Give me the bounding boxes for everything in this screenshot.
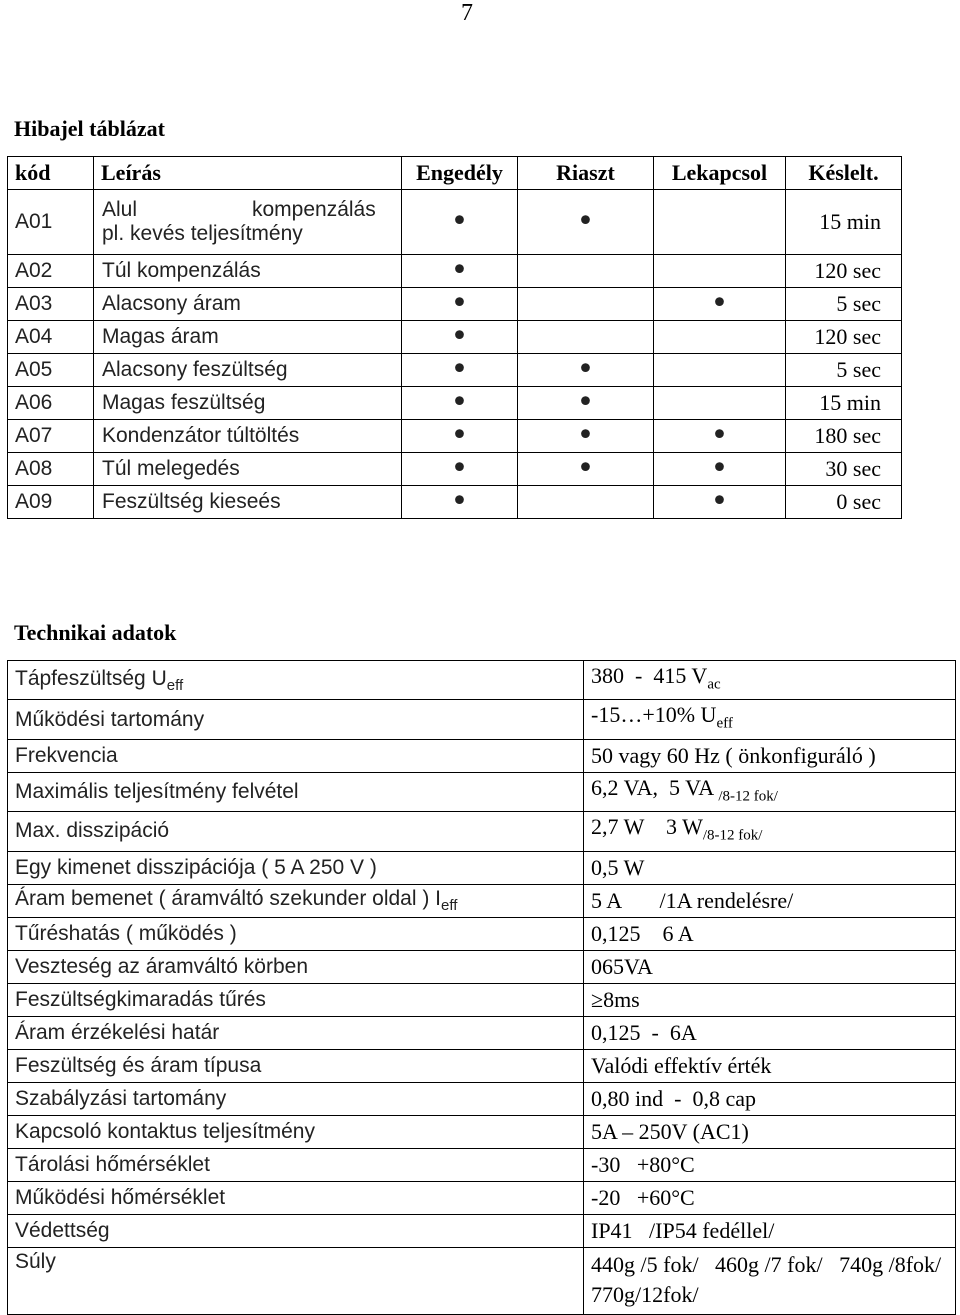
- fault-code: A03: [8, 288, 94, 321]
- spec-value-text: 440g /5 fok/ 460g /7 fok/ 740g /8fok/ 770g/12fok/: [591, 1251, 958, 1307]
- alarm-mark: •: [518, 190, 654, 255]
- enable-mark: •: [402, 420, 518, 453]
- spec-label: [8, 983, 584, 1016]
- fault-description: Alacsony áram: [94, 288, 402, 321]
- enable-mark: •: [402, 387, 518, 420]
- spec-label: [8, 1115, 584, 1148]
- spec-value-text: ≥8ms: [591, 986, 640, 1012]
- spec-label-text: Feszültségkimaradás tűrés: [15, 987, 266, 1011]
- trip-mark: [654, 255, 786, 288]
- fault-delay: 5 sec: [786, 288, 902, 321]
- table-row: [8, 1115, 956, 1148]
- spec-label-text: Kapcsoló kontaktus teljesítmény: [15, 1119, 315, 1143]
- spec-value: [584, 983, 956, 1016]
- spec-label: [8, 1148, 584, 1181]
- table-row: [8, 321, 902, 354]
- enable-mark: •: [402, 255, 518, 288]
- fault-code: A05: [8, 354, 94, 387]
- spec-value-text: 0,125 6 A: [591, 920, 694, 946]
- fault-description: [94, 190, 402, 255]
- header-trip: Lekapcsol: [654, 157, 786, 190]
- spec-value-text: 50 vagy 60 Hz ( önkonfiguráló ): [591, 742, 876, 768]
- trip-mark: [654, 321, 786, 354]
- trip-mark: •: [654, 453, 786, 486]
- spec-label-text: Tárolási hőmérséklet: [15, 1152, 210, 1176]
- spec-value: [584, 1082, 956, 1115]
- table-row: [8, 950, 956, 983]
- enable-mark: •: [402, 321, 518, 354]
- table-row: [8, 851, 956, 884]
- table-row: [8, 700, 956, 739]
- fault-description: Magas feszültség: [94, 387, 402, 420]
- table-row: [8, 1214, 956, 1247]
- header-code: kód: [8, 157, 94, 190]
- fault-delay: 30 sec: [786, 453, 902, 486]
- table-row: [8, 1016, 956, 1049]
- spec-label: [8, 1049, 584, 1082]
- spec-label-text: Maximális teljesítmény felvétel: [15, 779, 299, 803]
- fault-delay: 5 sec: [786, 354, 902, 387]
- header-description: Leírás: [94, 157, 402, 190]
- spec-label-subscript: eff: [166, 676, 184, 694]
- spec-value-text: 0,5 W: [591, 854, 645, 880]
- spec-label: [8, 1247, 584, 1314]
- spec-label: [8, 884, 584, 917]
- spec-value-text: 5A – 250V (AC1): [591, 1118, 749, 1144]
- enable-mark: •: [402, 190, 518, 255]
- fault-code: A06: [8, 387, 94, 420]
- spec-label: [8, 739, 584, 772]
- table-row: [8, 661, 956, 700]
- trip-mark: [654, 387, 786, 420]
- spec-value-text: Valódi effektív érték: [591, 1052, 772, 1078]
- spec-label: [8, 1082, 584, 1115]
- spec-value-subscript: /8-12 fok/: [702, 827, 763, 844]
- spec-label: [8, 700, 584, 739]
- spec-label: [8, 772, 584, 811]
- spec-value: [584, 1148, 956, 1181]
- table-row: [8, 288, 902, 321]
- enable-mark: •: [402, 354, 518, 387]
- trip-mark: [654, 190, 786, 255]
- table-row: [8, 884, 956, 917]
- table-row: [8, 1181, 956, 1214]
- trip-mark: •: [654, 486, 786, 519]
- header-alarm: Riaszt: [518, 157, 654, 190]
- spec-value: [584, 1181, 956, 1214]
- table-row: [8, 739, 956, 772]
- table-row: [8, 486, 902, 519]
- fault-delay: 15 min: [786, 190, 902, 255]
- spec-label: [8, 1214, 584, 1247]
- fault-code: A08: [8, 453, 94, 486]
- trip-mark: [654, 354, 786, 387]
- alarm-mark: •: [518, 354, 654, 387]
- spec-value-subscript: /8-12 fok/: [718, 788, 778, 805]
- spec-value: [584, 1016, 956, 1049]
- alarm-mark: •: [518, 387, 654, 420]
- fault-table-header: [8, 157, 902, 190]
- fault-description: Túl melegedés: [94, 453, 402, 486]
- table-row: [8, 1247, 956, 1314]
- fault-description: Alacsony feszültség: [94, 354, 402, 387]
- spec-label-text: Egy kimenet disszipációja ( 5 A 250 V ): [15, 855, 377, 879]
- fault-code: A01: [8, 190, 94, 255]
- fault-delay: 15 min: [786, 387, 902, 420]
- spec-label-text: Tápfeszültség U: [15, 666, 167, 690]
- spec-value-text: -30 +80°C: [591, 1151, 695, 1177]
- table-row: [8, 772, 956, 811]
- spec-value-text: 2,7 W 3 W: [591, 814, 703, 840]
- spec-label-text: Súly: [15, 1249, 56, 1273]
- spec-label: [8, 1016, 584, 1049]
- spec-value: [584, 851, 956, 884]
- trip-mark: •: [654, 420, 786, 453]
- fault-description: Túl kompenzálás: [94, 255, 402, 288]
- spec-value-text: IP41 /IP54 fedéllel/: [591, 1217, 775, 1243]
- spec-value-text: 5 A /1A rendelésre/: [591, 887, 794, 913]
- table-row: [8, 190, 902, 255]
- tech-table-title: Technikai adatok: [14, 620, 177, 645]
- spec-value: [584, 1115, 956, 1148]
- spec-value: [584, 700, 956, 739]
- spec-label: [8, 812, 584, 851]
- spec-value: [584, 884, 956, 917]
- fault-delay: 0 sec: [786, 486, 902, 519]
- alarm-mark: [518, 288, 654, 321]
- spec-label-subscript: eff: [441, 897, 458, 915]
- header-enable: Engedély: [402, 157, 518, 190]
- table-row: [8, 983, 956, 1016]
- fault-description-word: kompenzálás: [252, 198, 376, 221]
- fault-table: [7, 156, 902, 519]
- spec-value: [584, 772, 956, 811]
- spec-label-text: Áram érzékelési határ: [15, 1020, 220, 1044]
- spec-value-text: 0,125 - 6A: [591, 1019, 697, 1045]
- fault-description: Magas áram: [94, 321, 402, 354]
- spec-value: [584, 812, 956, 851]
- fault-table-title: Hibajel táblázat: [14, 116, 165, 141]
- spec-value-subscript: eff: [716, 715, 733, 732]
- spec-label-text: Tűréshatás ( működés ): [15, 921, 237, 945]
- fault-code: A09: [8, 486, 94, 519]
- page-number: 7: [461, 0, 473, 26]
- spec-label: [8, 950, 584, 983]
- table-row: [8, 1082, 956, 1115]
- fault-code: A04: [8, 321, 94, 354]
- alarm-mark: •: [518, 420, 654, 453]
- spec-label-text: Max. disszipáció: [15, 819, 170, 843]
- spec-value: [584, 917, 956, 950]
- spec-label: [8, 851, 584, 884]
- alarm-mark: [518, 321, 654, 354]
- table-row: [8, 812, 956, 851]
- spec-value-text: 6,2 VA, 5 VA: [591, 774, 719, 800]
- spec-value: [584, 739, 956, 772]
- spec-label: [8, 1181, 584, 1214]
- fault-code: A02: [8, 255, 94, 288]
- spec-value: [584, 1214, 956, 1247]
- spec-value: [584, 1049, 956, 1082]
- spec-label-text: Feszültség és áram típusa: [15, 1053, 262, 1077]
- spec-value: [584, 661, 956, 700]
- enable-mark: •: [402, 486, 518, 519]
- enable-mark: •: [402, 453, 518, 486]
- spec-label-text: Frekvencia: [15, 743, 118, 767]
- table-row: [8, 420, 902, 453]
- fault-code: A07: [8, 420, 94, 453]
- alarm-mark: [518, 486, 654, 519]
- table-row: [8, 1148, 956, 1181]
- fault-description: Kondenzátor túltöltés: [94, 420, 402, 453]
- spec-value-subscript: ac: [707, 676, 721, 693]
- trip-mark: •: [654, 288, 786, 321]
- alarm-mark: •: [518, 453, 654, 486]
- spec-label-text: Szabályzási tartomány: [15, 1086, 227, 1110]
- fault-delay: 120 sec: [786, 321, 902, 354]
- spec-value-text: -20 +60°C: [591, 1184, 695, 1210]
- fault-description-word: Alul: [102, 198, 138, 221]
- spec-label: [8, 661, 584, 700]
- table-row: [8, 255, 902, 288]
- enable-mark: •: [402, 288, 518, 321]
- fault-delay: 180 sec: [786, 420, 902, 453]
- spec-label-text: Áram bemenet ( áramváltó szekunder oldal ) I: [15, 886, 442, 910]
- fault-description-line: pl. kevés teljesítmény: [102, 222, 303, 245]
- spec-value: [584, 950, 956, 983]
- spec-label-text: Veszteség az áramváltó körben: [15, 954, 308, 978]
- table-row: [8, 354, 902, 387]
- spec-label-text: Működési tartomány: [15, 707, 205, 731]
- spec-value-text: -15…+10% U: [591, 702, 717, 728]
- spec-value: [584, 1247, 956, 1314]
- table-row: [8, 1049, 956, 1082]
- spec-label-text: Működési hőmérséklet: [15, 1185, 226, 1209]
- table-row: [8, 453, 902, 486]
- fault-description: Feszültség kieseés: [94, 486, 402, 519]
- spec-value-text: 0,80 ind - 0,8 cap: [591, 1085, 756, 1111]
- spec-label-text: Védettség: [15, 1218, 110, 1242]
- tech-table: [7, 660, 956, 1315]
- spec-value-text: 380 - 415 V: [591, 663, 708, 688]
- fault-delay: 120 sec: [786, 255, 902, 288]
- table-row: [8, 917, 956, 950]
- spec-value-text: 065VA: [591, 953, 653, 979]
- header-delay: Késlelt.: [786, 157, 902, 190]
- spec-label: [8, 917, 584, 950]
- table-row: [8, 387, 902, 420]
- alarm-mark: [518, 255, 654, 288]
